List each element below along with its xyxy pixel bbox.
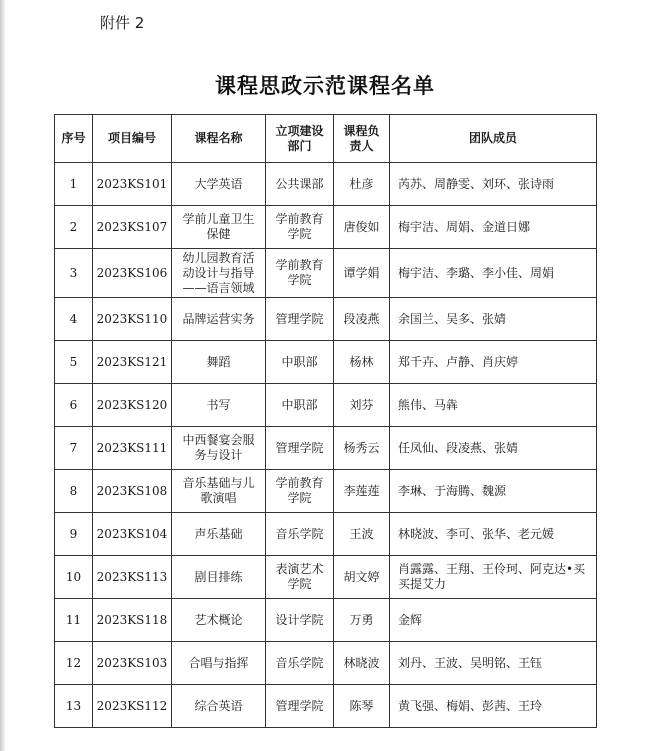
cell-no: 3 (55, 249, 93, 298)
cell-dept: 音乐学院 (266, 642, 334, 685)
cell-lead: 杨秀云 (334, 427, 390, 470)
table-row (55, 685, 597, 728)
cell-members: 肖露露、王翔、王伶珂、阿克达•买买提艾力 (390, 556, 597, 599)
cell-code: 2023KS111 (93, 427, 172, 470)
cell-no: 7 (55, 427, 93, 470)
cell-dept: 学前教育学院 (266, 470, 334, 513)
table-body (55, 163, 597, 728)
table-row (55, 427, 597, 470)
cell-members: 梅宇洁、李璐、李小佳、周娟 (390, 249, 597, 298)
cell-code: 2023KS120 (93, 384, 172, 427)
cell-lead: 林晓波 (334, 642, 390, 685)
cell-code: 2023KS103 (93, 642, 172, 685)
cell-code: 2023KS101 (93, 163, 172, 206)
cell-dept: 管理学院 (266, 427, 334, 470)
cell-course: 艺术概论 (172, 599, 266, 642)
cell-dept: 管理学院 (266, 298, 334, 341)
table-row (55, 163, 597, 206)
page-shadow-edge (0, 0, 6, 751)
cell-no: 10 (55, 556, 93, 599)
column-header-members: 团队成员 (390, 115, 597, 163)
cell-no: 9 (55, 513, 93, 556)
cell-no: 4 (55, 298, 93, 341)
cell-no: 6 (55, 384, 93, 427)
cell-code: 2023KS113 (93, 556, 172, 599)
cell-course: 舞蹈 (172, 341, 266, 384)
cell-course: 合唱与指挥 (172, 642, 266, 685)
cell-lead: 杨林 (334, 341, 390, 384)
cell-lead: 段凌燕 (334, 298, 390, 341)
cell-members: 黄飞强、梅娟、彭茜、王玲 (390, 685, 597, 728)
cell-dept: 管理学院 (266, 685, 334, 728)
cell-no: 13 (55, 685, 93, 728)
cell-dept: 表演艺术学院 (266, 556, 334, 599)
cell-members: 李琳、于海腾、魏源 (390, 470, 597, 513)
cell-members: 金辉 (390, 599, 597, 642)
cell-lead: 胡文婷 (334, 556, 390, 599)
cell-course: 综合英语 (172, 685, 266, 728)
cell-dept: 学前教育学院 (266, 249, 334, 298)
table-row (55, 249, 597, 298)
cell-no: 11 (55, 599, 93, 642)
table-row (55, 556, 597, 599)
table-row (55, 341, 597, 384)
column-header-no: 序号 (55, 115, 93, 163)
cell-code: 2023KS121 (93, 341, 172, 384)
table-row (55, 470, 597, 513)
column-header-code: 项目编号 (93, 115, 172, 163)
cell-members: 梅宇洁、周娟、金道日娜 (390, 206, 597, 249)
cell-code: 2023KS106 (93, 249, 172, 298)
cell-lead: 陈琴 (334, 685, 390, 728)
cell-course: 声乐基础 (172, 513, 266, 556)
cell-code: 2023KS104 (93, 513, 172, 556)
cell-lead: 杜彦 (334, 163, 390, 206)
table-row (55, 599, 597, 642)
table-row (55, 642, 597, 685)
cell-code: 2023KS108 (93, 470, 172, 513)
attachment-label: 附件 2 (100, 14, 145, 32)
cell-no: 12 (55, 642, 93, 685)
cell-course: 中西餐宴会服务与设计 (172, 427, 266, 470)
cell-course: 剧目排练 (172, 556, 266, 599)
cell-no: 2 (55, 206, 93, 249)
column-header-course: 课程名称 (172, 115, 266, 163)
cell-members: 芮苏、周静雯、刘环、张诗雨 (390, 163, 597, 206)
cell-no: 8 (55, 470, 93, 513)
cell-lead: 王波 (334, 513, 390, 556)
cell-no: 5 (55, 341, 93, 384)
table-row (55, 513, 597, 556)
cell-dept: 学前教育学院 (266, 206, 334, 249)
cell-members: 刘丹、王波、吴明铭、王钰 (390, 642, 597, 685)
cell-code: 2023KS107 (93, 206, 172, 249)
table-row (55, 206, 597, 249)
cell-code: 2023KS110 (93, 298, 172, 341)
cell-course: 幼儿园教育活动设计与指导——语言领域 (172, 249, 266, 298)
cell-code: 2023KS118 (93, 599, 172, 642)
cell-course: 学前儿童卫生保健 (172, 206, 266, 249)
cell-lead: 刘芬 (334, 384, 390, 427)
cell-lead: 唐俊如 (334, 206, 390, 249)
cell-members: 熊伟、马犇 (390, 384, 597, 427)
cell-course: 大学英语 (172, 163, 266, 206)
cell-dept: 设计学院 (266, 599, 334, 642)
cell-code: 2023KS112 (93, 685, 172, 728)
column-header-lead: 课程负责人 (334, 115, 390, 163)
cell-dept: 中职部 (266, 384, 334, 427)
cell-lead: 谭学娟 (334, 249, 390, 298)
cell-course: 品牌运营实务 (172, 298, 266, 341)
page-title: 课程思政示范课程名单 (215, 73, 435, 98)
cell-course: 书写 (172, 384, 266, 427)
cell-lead: 万勇 (334, 599, 390, 642)
table-row (55, 298, 597, 341)
cell-members: 任凤仙、段凌燕、张婧 (390, 427, 597, 470)
table-header-row (55, 115, 597, 163)
cell-members: 郑千卉、卢静、肖庆婷 (390, 341, 597, 384)
cell-no: 1 (55, 163, 93, 206)
table-row (55, 384, 597, 427)
cell-dept: 音乐学院 (266, 513, 334, 556)
cell-members: 林晓波、李可、张华、老元媛 (390, 513, 597, 556)
cell-members: 余国兰、吴多、张婧 (390, 298, 597, 341)
cell-course: 音乐基础与儿歌演唱 (172, 470, 266, 513)
course-roster-table (54, 114, 597, 728)
column-header-dept: 立项建设部门 (266, 115, 334, 163)
cell-dept: 公共课部 (266, 163, 334, 206)
cell-dept: 中职部 (266, 341, 334, 384)
cell-lead: 李莲莲 (334, 470, 390, 513)
